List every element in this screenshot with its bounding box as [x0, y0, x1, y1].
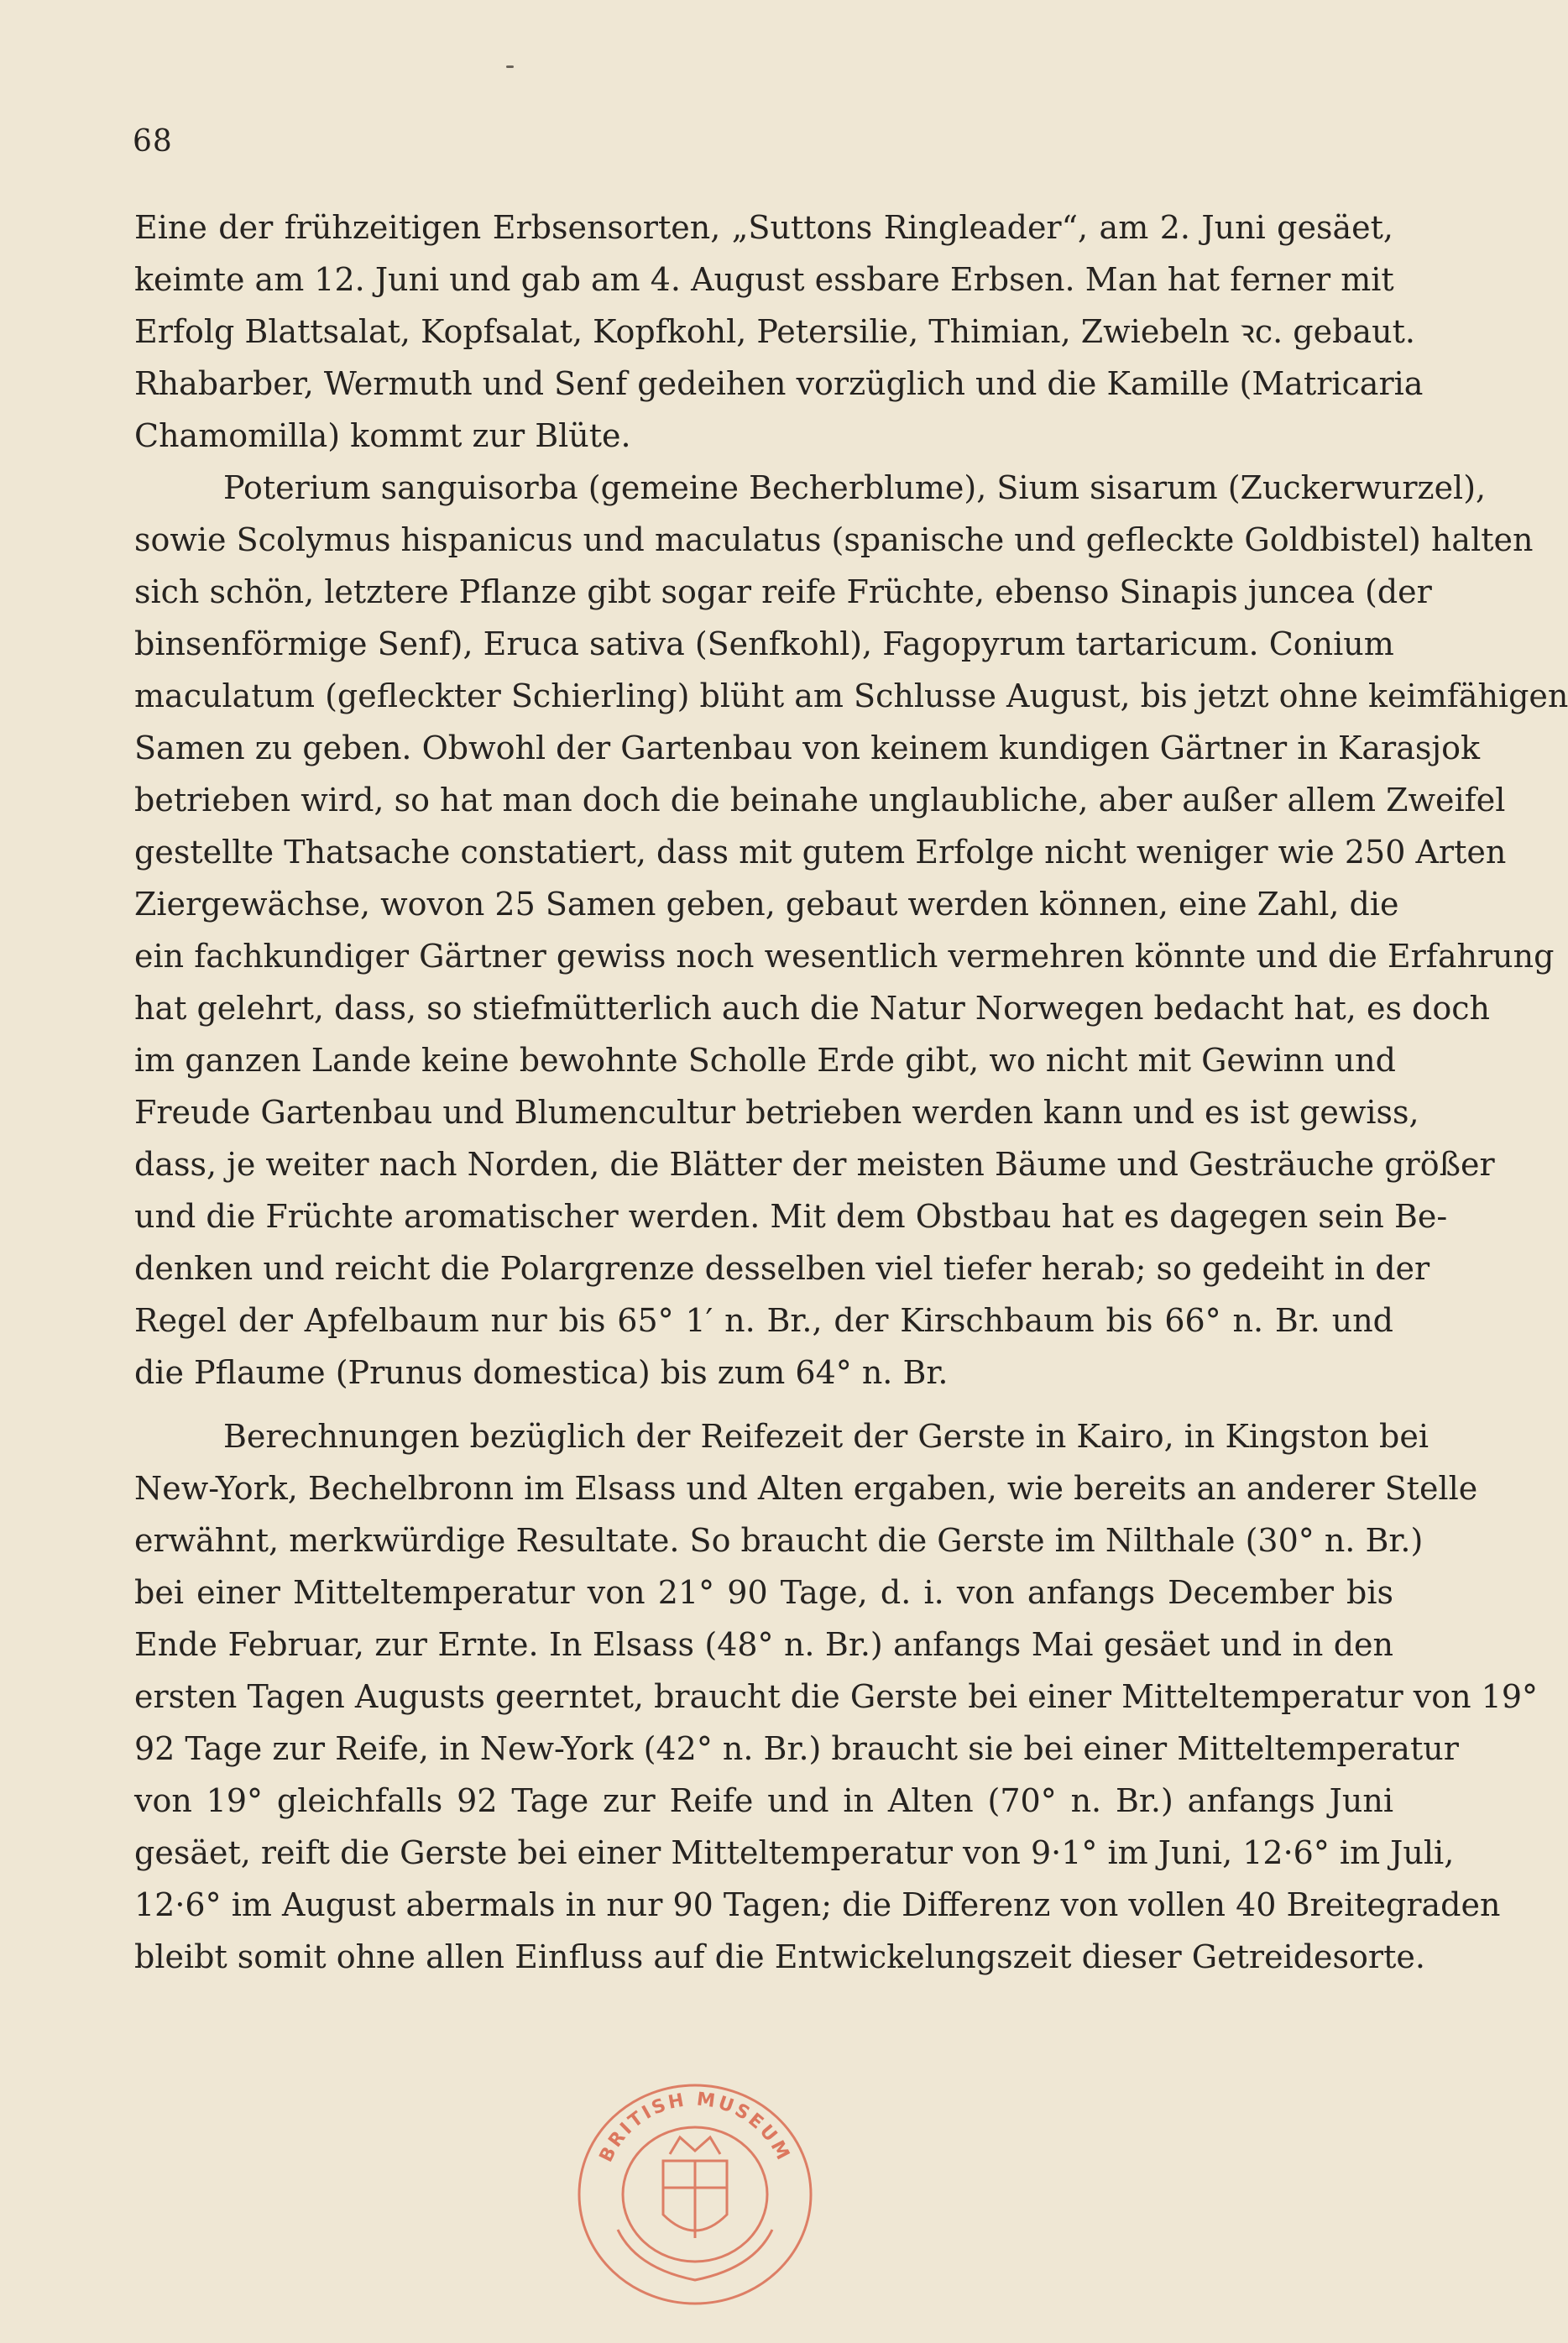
text-line-32: gesäet, reift die Gerste bei einer Mitteltemperatur von 9·1° im Juni, 12·6° im Juli, — [134, 1834, 1455, 1871]
text-line-23: die Pflaume (Prunus domestica) bis zum 64° n. Br. — [134, 1354, 949, 1391]
ink-mark — [506, 65, 514, 68]
text-line-22: Regel der Apfelbaum nur bis 65° 1′ n. Br., der Kirschbaum bis 66° n. Br. und — [134, 1302, 1393, 1339]
text-line-11: Samen zu geben. Obwohl der Gartenbau von keinem kundigen Gärtner in Karasjok — [134, 730, 1481, 766]
text-line-7: sowie Scolymus hispanicus und maculatus (spanische und gefleckte Goldbistel) halten — [134, 521, 1534, 558]
text-line-9: binsenförmige Senf), Eruca sativa (Senfkohl), Fagopyrum tartaricum. Conium — [134, 625, 1394, 662]
text-line-8: sich schön, letztere Pflanze gibt sogar reife Früchte, ebenso Sinapis juncea (der — [134, 573, 1432, 610]
text-line-10: maculatum (gefleckter Schierling) blüht am Schlusse August, bis jetzt ohne keimfähigen — [134, 677, 1568, 714]
text-line-4: Rhabarber, Wermuth und Senf gedeihen vorzüglich und die Kamille (Matricaria — [134, 365, 1424, 402]
text-line-5: Chamomilla) kommt zur Blüte. — [134, 417, 631, 454]
text-line-20: und die Früchte aromatischer werden. Mit dem Obstbau hat es dagegen sein Be- — [134, 1198, 1448, 1235]
text-line-12: betrieben wird, so hat man doch die beinahe unglaubliche, aber außer allem Zweifel — [134, 782, 1506, 818]
text-line-6: Poterium sanguisorba (gemeine Becherblume), Sium sisarum (Zuckerwurzel), — [223, 469, 1487, 506]
text-line-24: Berechnungen bezüglich der Reifezeit der Gerste in Kairo, in Kingston bei — [223, 1418, 1429, 1455]
text-line-15: ein fachkundiger Gärtner gewiss noch wesentlich vermehren könnte und die Erfahrung — [134, 938, 1555, 975]
page-number: 68 — [133, 124, 173, 159]
text-line-2: keimte am 12. Juni und gab am 4. August essbare Erbsen. Man hat ferner mit — [134, 261, 1394, 298]
text-line-17: im ganzen Lande keine bewohnte Scholle Erde gibt, wo nicht mit Gewinn und — [134, 1042, 1396, 1079]
stamp-text: BRITISH MUSEUM — [595, 2089, 795, 2166]
text-line-21: denken und reicht die Polargrenze desselben viel tiefer herab; so gedeiht in der — [134, 1250, 1430, 1287]
text-line-33: 12·6° im August abermals in nur 90 Tagen; die Differenz von vollen 40 Breitegraden — [134, 1886, 1501, 1923]
text-line-18: Freude Gartenbau und Blumencultur betrieben werden kann und es ist gewiss, — [134, 1094, 1419, 1131]
text-line-34: bleibt somit ohne allen Einfluss auf die Entwickelungszeit dieser Getreidesorte. — [134, 1938, 1425, 1975]
text-line-27: bei einer Mitteltemperatur von 21° 90 Tage, d. i. von anfangs December bis — [134, 1574, 1393, 1611]
text-line-14: Ziergewächse, wovon 25 Samen geben, gebaut werden können, eine Zahl, die — [134, 886, 1399, 923]
text-line-19: dass, je weiter nach Norden, die Blätter der meisten Bäume und Gesträuche größer — [134, 1146, 1495, 1183]
text-line-30: 92 Tage zur Reife, in New-York (42° n. Br.) braucht sie bei einer Mitteltemperatur — [134, 1730, 1459, 1767]
text-line-13: gestellte Thatsache constatiert, dass mit gutem Erfolge nicht weniger wie 250 Arten — [134, 834, 1507, 871]
text-line-3: Erfolg Blattsalat, Kopfsalat, Kopfkohl, Petersilie, Thimian, Zwiebeln ꝛc. gebaut. — [134, 313, 1415, 350]
text-line-1: Eine der frühzeitigen Erbsensorten, „Suttons Ringleader“, am 2. Juni gesäet, — [134, 209, 1393, 246]
text-line-25: New-York, Bechelbronn im Elsass und Alten ergaben, wie bereits an anderer Stelle — [134, 1470, 1478, 1507]
text-line-28: Ende Februar, zur Ernte. In Elsass (48° n. Br.) anfangs Mai gesäet und in den — [134, 1626, 1393, 1663]
text-line-31: von 19° gleichfalls 92 Tage zur Reife und in Alten (70° n. Br.) anfangs Juni — [134, 1782, 1393, 1819]
text-line-16: hat gelehrt, dass, so stiefmütterlich auch die Natur Norwegen bedacht hat, es doch — [134, 990, 1490, 1027]
body-text — [134, 201, 1568, 1983]
text-line-29: ersten Tagen Augusts geerntet, braucht die Gerste bei einer Mitteltemperatur von 19° — [134, 1678, 1538, 1715]
library-stamp — [569, 2070, 821, 2309]
text-line-26: erwähnt, merkwürdige Resultate. So braucht die Gerste im Nilthale (30° n. Br.) — [134, 1522, 1424, 1559]
